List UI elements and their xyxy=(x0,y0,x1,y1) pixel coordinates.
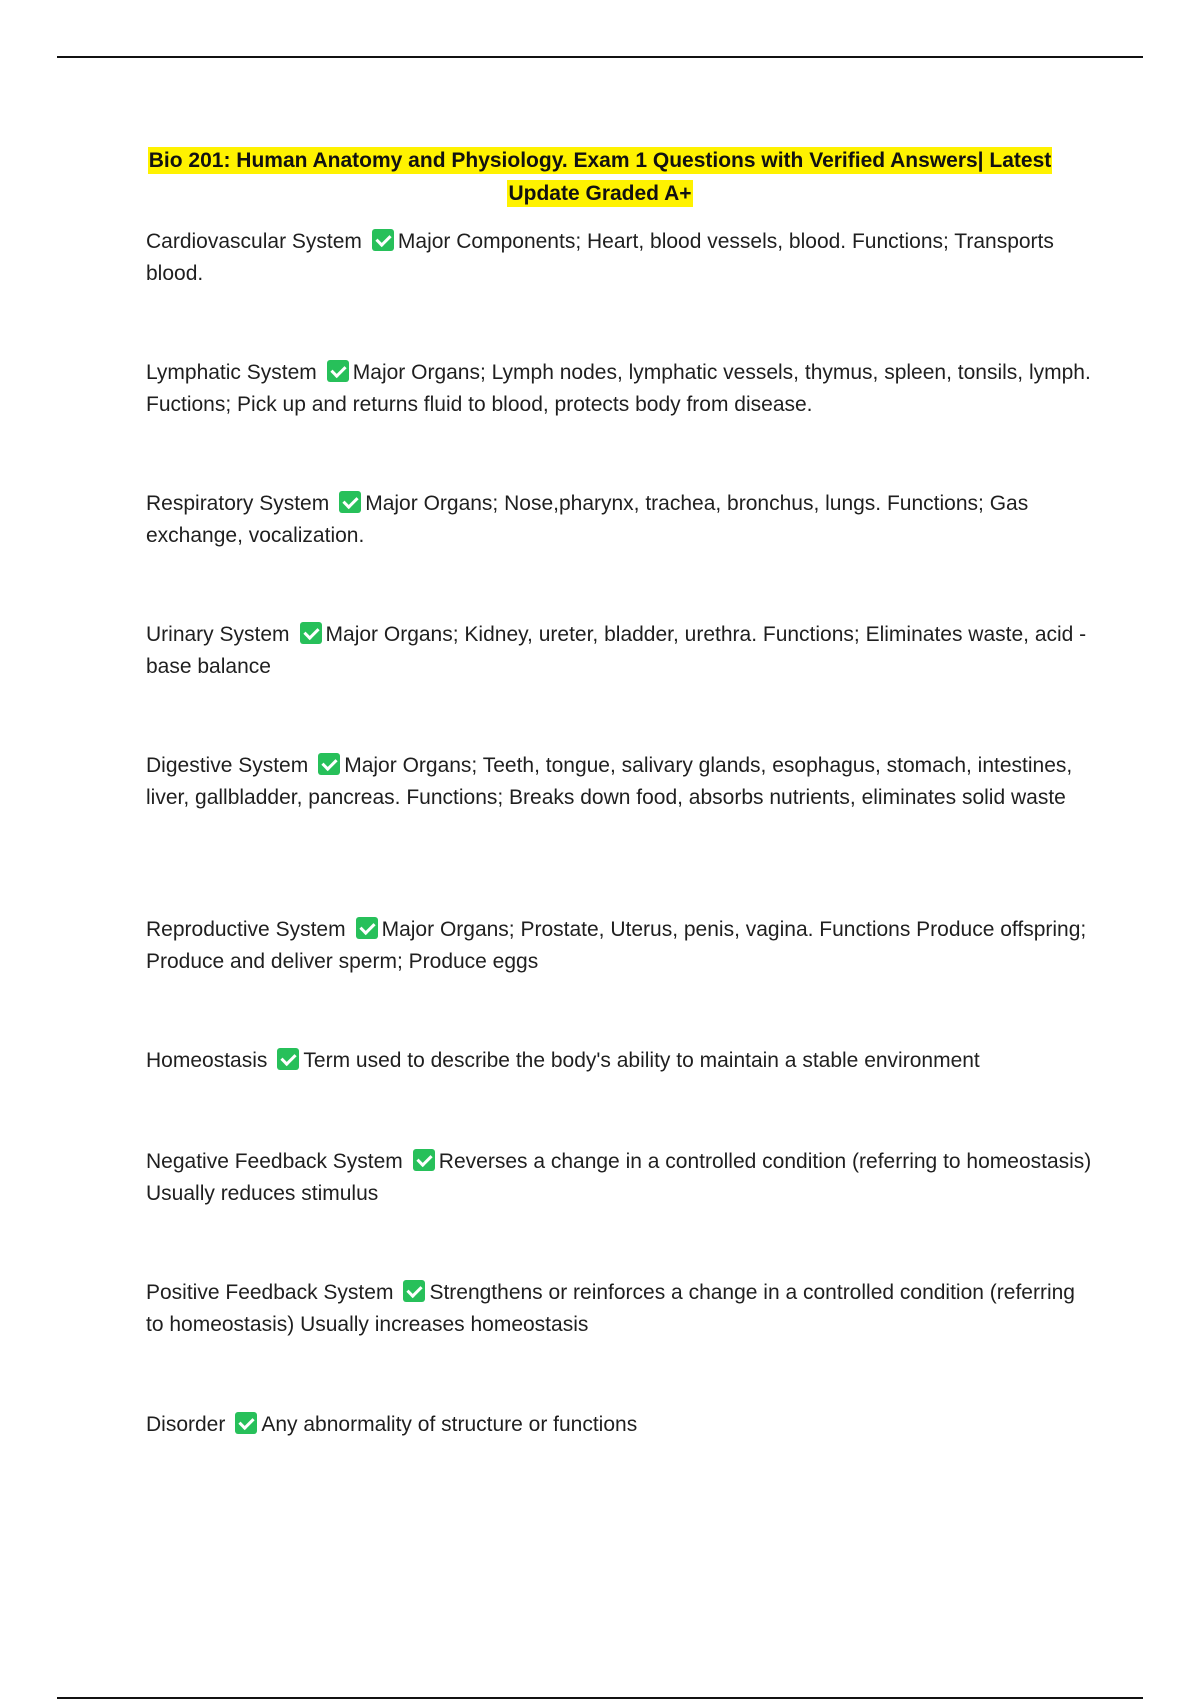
entry-digestive-system xyxy=(146,750,1096,814)
entry-term: Lymphatic System xyxy=(146,361,317,384)
entry-term: Urinary System xyxy=(146,623,290,646)
entry-negative-feedback-system xyxy=(146,1146,1096,1210)
check-box-icon xyxy=(318,753,340,775)
entry-reproductive-system xyxy=(146,914,1096,978)
entry-term: Positive Feedback System xyxy=(146,1281,394,1304)
entry-definition: Term used to describe the body's ability to maintain a stable environment xyxy=(303,1049,980,1072)
check-box-icon xyxy=(356,917,378,939)
entry-definition: Major Organs; Nose,pharynx, trachea, bronchus, lungs. Functions; Gas exchange, vocalization. xyxy=(146,492,1029,547)
check-box-icon xyxy=(372,229,394,251)
entry-term: Digestive System xyxy=(146,754,309,777)
entry-term: Disorder xyxy=(146,1413,226,1436)
check-box-icon xyxy=(277,1048,299,1070)
check-box-icon xyxy=(403,1280,425,1302)
entry-definition: Major Organs; Prostate, Uterus, penis, vagina. Functions Produce offspring; Produce and deliver sperm; Produce eggs xyxy=(146,918,1087,973)
footer-rule xyxy=(57,1697,1143,1699)
check-box-icon xyxy=(235,1412,257,1434)
check-box-icon xyxy=(413,1149,435,1171)
entry-definition: Any abnormality of structure or functions xyxy=(261,1413,638,1436)
entry-positive-feedback-system xyxy=(146,1277,1096,1341)
entry-term: Negative Feedback System xyxy=(146,1150,403,1173)
entry-cardiovascular-system xyxy=(146,226,1096,290)
entry-definition: Major Organs; Kidney, ureter, bladder, urethra. Functions; Eliminates waste, acid - base balance xyxy=(146,623,1087,678)
entry-disorder xyxy=(146,1409,1096,1441)
entry-lymphatic-system xyxy=(146,357,1096,421)
header-rule xyxy=(57,56,1143,58)
entry-respiratory-system xyxy=(146,488,1096,552)
check-box-icon xyxy=(327,360,349,382)
entry-definition: Reverses a change in a controlled condition (referring to homeostasis) Usually reduces stimulus xyxy=(146,1150,1092,1205)
entry-definition: Major Components; Heart, blood vessels, blood. Functions; Transports blood. xyxy=(146,230,1054,285)
entry-definition: Major Organs; Teeth, tongue, salivary glands, esophagus, stomach, intestines, liver, gallbladder, pancreas. Functions; Breaks down food, absorbs nutrients, eliminates solid waste xyxy=(146,754,1073,809)
entry-term: Reproductive System xyxy=(146,918,346,941)
entry-term: Homeostasis xyxy=(146,1049,268,1072)
document-title-block xyxy=(140,144,1060,210)
entry-term: Cardiovascular System xyxy=(146,230,362,253)
check-box-icon xyxy=(300,622,322,644)
entry-homeostasis xyxy=(146,1045,1096,1077)
entry-term: Respiratory System xyxy=(146,492,330,515)
entry-urinary-system xyxy=(146,619,1096,683)
entry-definition: Major Organs; Lymph nodes, lymphatic vessels, thymus, spleen, tonsils, lymph. Fuctions; Pick up and returns fluid to blood, protects body from disease. xyxy=(146,361,1091,416)
check-box-icon xyxy=(339,491,361,513)
entry-definition: Strengthens or reinforces a change in a controlled condition (referring to homeostasis) Usually increases homeostasis xyxy=(146,1281,1075,1336)
document-title: Bio 201: Human Anatomy and Physiology. Exam 1 Questions with Verified Answers| Latest Update Graded A+ xyxy=(148,149,1052,205)
